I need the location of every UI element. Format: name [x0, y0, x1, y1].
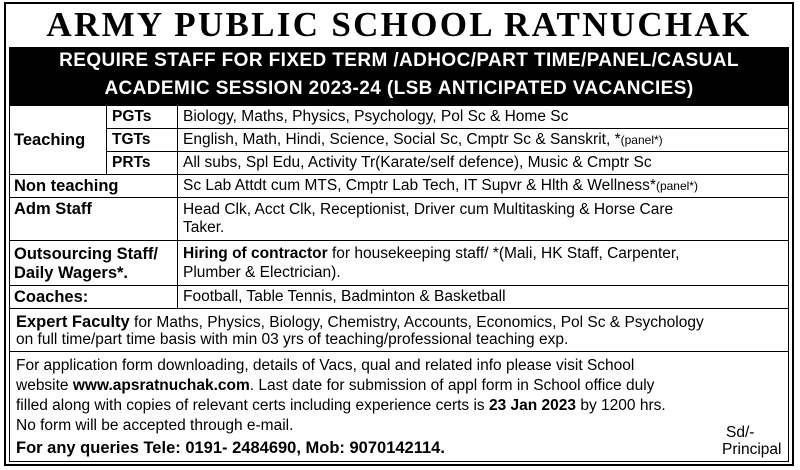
outsourcing-line-1: Hiring of contractor for housekeeping staff/ *(Mali, HK Staff, Carpenter, [183, 245, 680, 262]
tgt-panel-note: (panel*) [620, 133, 663, 147]
last-date: 23 Jan 2023 [489, 397, 577, 414]
prt-subjects: All subs, Spl Edu, Activity Tr(Karate/self defence), Music & Cmptr Sc [183, 154, 652, 171]
pgt-subjects: Biology, Maths, Physics, Psychology, Pol Sc & Home Sc [183, 108, 569, 125]
pgt-subjects-cell [177, 105, 789, 129]
pgt-cell [106, 105, 178, 129]
outsourcing-label-line-1: Outsourcing Staff/ [14, 245, 158, 263]
adm-staff-label: Adm Staff [14, 200, 92, 218]
outsourcing-label-line-2: Daily Wagers*. [14, 264, 129, 282]
info-box [9, 351, 789, 462]
non-teaching-cell [177, 174, 789, 198]
info-line-4: No form will be accepted through e-mail. [16, 417, 294, 434]
band-line-2: ACADEMIC SESSION 2023-24 (LSB ANTICIPATED VACANCIES) [104, 78, 694, 99]
adm-staff-line-1: Head Clk, Acct Clk, Receptionist, Driver cum Multitasking & Horse Care [183, 201, 674, 218]
coaches-label-cell [9, 285, 178, 309]
prt-subjects-cell [177, 151, 789, 175]
website-link: www.apsratnuchak.com [72, 377, 250, 394]
adm-staff-line-2: Taker. [183, 219, 225, 236]
adm-staff-cell [177, 197, 789, 241]
expert-line-2: on full time/part time basis with min 03 yrs of teaching/professional teaching exp. [16, 331, 569, 348]
expert-line-1: Expert Faculty for Maths, Physics, Biology, Chemistry, Accounts, Economics, Pol Sc & Psychology [16, 313, 704, 331]
coaches-list: Football, Table Tennis, Badminton & Basketball [183, 288, 506, 305]
expert-faculty-bold: Expert Faculty [16, 313, 130, 331]
info-line-3: filled along with copies of relevant certs including experience certs is 23 Jan 2023 by 1200 hrs. [16, 397, 666, 414]
tgt-label: TGTs [112, 131, 151, 148]
outsourcing-line-2: Plumber & Electrician). [183, 264, 341, 281]
info-line-1: For application form downloading, details of Vacs, qual and related info please visit School [16, 357, 635, 374]
tgt-cell [106, 128, 178, 152]
signature-sd: Sd/- [726, 424, 755, 441]
band-line-1: REQUIRE STAFF FOR FIXED TERM /ADHOC/PART TIME/PANEL/CASUAL [59, 50, 739, 71]
outsourcing-cell [177, 240, 789, 286]
non-teaching-panel-note: (panel*) [655, 179, 698, 193]
non-teaching-label-cell [9, 174, 178, 198]
adm-staff-label-cell [9, 197, 178, 241]
coaches-cell [177, 285, 789, 309]
coaches-label: Coaches: [14, 288, 89, 306]
non-teaching-label: Non teaching [14, 177, 119, 195]
tgt-subjects: English, Math, Hindi, Science, Social Sc, Cmptr Sc & Sanskrit, *(panel*) [183, 131, 663, 148]
queries-contact: For any queries Tele: 0191- 2484690, Mob: 9070142114. [16, 439, 445, 457]
outsourcing-hiring-bold: Hiring of contractor [183, 245, 328, 262]
non-teaching-posts: Sc Lab Attdt cum MTS, Cmptr Lab Tech, IT Supvr & Hlth & Wellness*(panel*) [183, 177, 698, 194]
tgt-subjects-cell [177, 128, 789, 152]
teaching-label-cell [9, 105, 107, 175]
prt-cell [106, 151, 178, 175]
teaching-label: Teaching [14, 131, 86, 149]
signature-principal: Principal [722, 441, 782, 458]
prt-label: PRTs [112, 154, 151, 171]
header-band [9, 47, 789, 105]
outsourcing-label-cell [9, 240, 178, 286]
school-title: ARMY PUBLIC SCHOOL RATNUCHAK [46, 5, 752, 44]
pgt-label: PGTs [112, 108, 152, 125]
expert-faculty-box [9, 308, 789, 352]
info-line-2: website www.apsratnuchak.com. Last date for submission of appl form in School office duly [16, 377, 655, 394]
advertisement [4, 2, 794, 466]
